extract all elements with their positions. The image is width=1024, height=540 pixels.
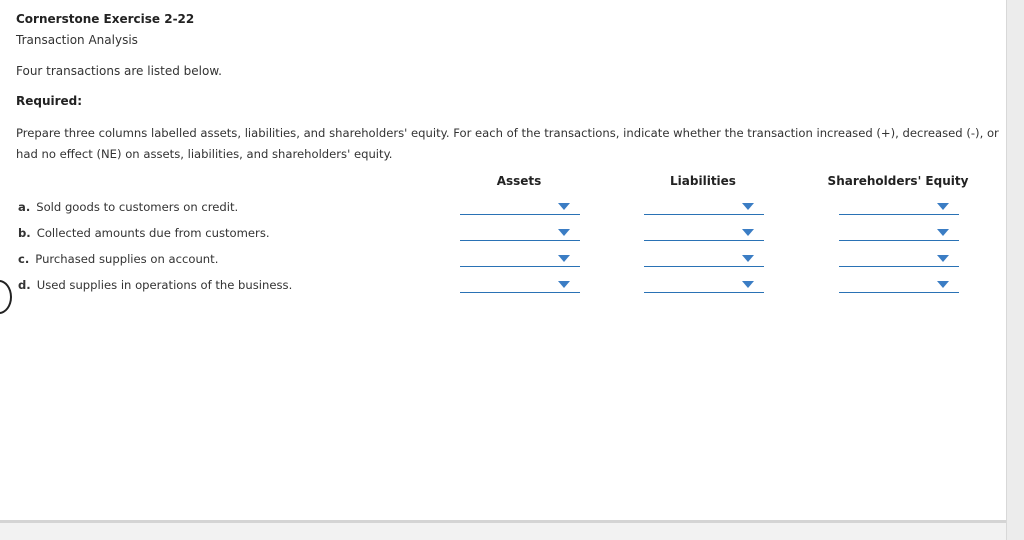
caret-down-icon bbox=[937, 255, 949, 262]
assets-select-b[interactable] bbox=[460, 226, 580, 241]
caret-down-icon bbox=[742, 255, 754, 262]
exercise-subtitle: Transaction Analysis bbox=[16, 33, 138, 47]
assets-select-d[interactable] bbox=[460, 278, 580, 293]
assets-select-c[interactable] bbox=[460, 252, 580, 267]
row-letter: b. bbox=[18, 226, 31, 240]
row-letter: d. bbox=[18, 278, 31, 292]
liabilities-select-d[interactable] bbox=[644, 278, 764, 293]
exercise-title: Cornerstone Exercise 2-22 bbox=[16, 12, 195, 26]
caret-down-icon bbox=[558, 281, 570, 288]
table-row bbox=[18, 252, 218, 266]
instructions-text: Prepare three columns labelled assets, liabilities, and shareholders' equity. For each of the transactions, indicate whether the transaction increased (+), decreased (-), or had no effect (NE) on assets, liabilities, and shareholders' equity. bbox=[16, 126, 999, 161]
row-text: Used supplies in operations of the business. bbox=[36, 278, 293, 292]
caret-down-icon bbox=[558, 255, 570, 262]
liabilities-select-a[interactable] bbox=[644, 200, 764, 215]
caret-down-icon bbox=[937, 281, 949, 288]
horizontal-scrollbar[interactable] bbox=[0, 520, 1006, 540]
assets-select-a[interactable] bbox=[460, 200, 580, 215]
equity-select-b[interactable] bbox=[839, 226, 959, 241]
row-text: Collected amounts due from customers. bbox=[36, 226, 270, 240]
row-letter: c. bbox=[18, 252, 30, 266]
row-text: Sold goods to customers on credit. bbox=[36, 200, 239, 214]
liabilities-select-b[interactable] bbox=[644, 226, 764, 241]
equity-select-c[interactable] bbox=[839, 252, 959, 267]
column-header-shareholders-equity: Shareholders' Equity bbox=[827, 174, 969, 188]
row-letter: a. bbox=[18, 200, 31, 214]
caret-down-icon bbox=[558, 229, 570, 236]
caret-down-icon bbox=[937, 203, 949, 210]
caret-down-icon bbox=[558, 203, 570, 210]
vertical-scrollbar[interactable] bbox=[1006, 0, 1024, 540]
table-row bbox=[18, 200, 238, 214]
caret-down-icon bbox=[742, 203, 754, 210]
equity-select-a[interactable] bbox=[839, 200, 959, 215]
caret-down-icon bbox=[742, 229, 754, 236]
table-row bbox=[18, 226, 270, 240]
row-text: Purchased supplies on account. bbox=[35, 252, 219, 266]
table-row bbox=[18, 278, 292, 292]
caret-down-icon bbox=[937, 229, 949, 236]
exercise-intro: Four transactions are listed below. bbox=[16, 64, 222, 78]
caret-down-icon bbox=[742, 281, 754, 288]
liabilities-select-c[interactable] bbox=[644, 252, 764, 267]
page-edge-circle-mark bbox=[0, 280, 12, 314]
column-header-liabilities: Liabilities bbox=[670, 174, 736, 188]
required-label: Required: bbox=[16, 94, 83, 108]
equity-select-d[interactable] bbox=[839, 278, 959, 293]
column-header-assets: Assets bbox=[496, 174, 542, 188]
